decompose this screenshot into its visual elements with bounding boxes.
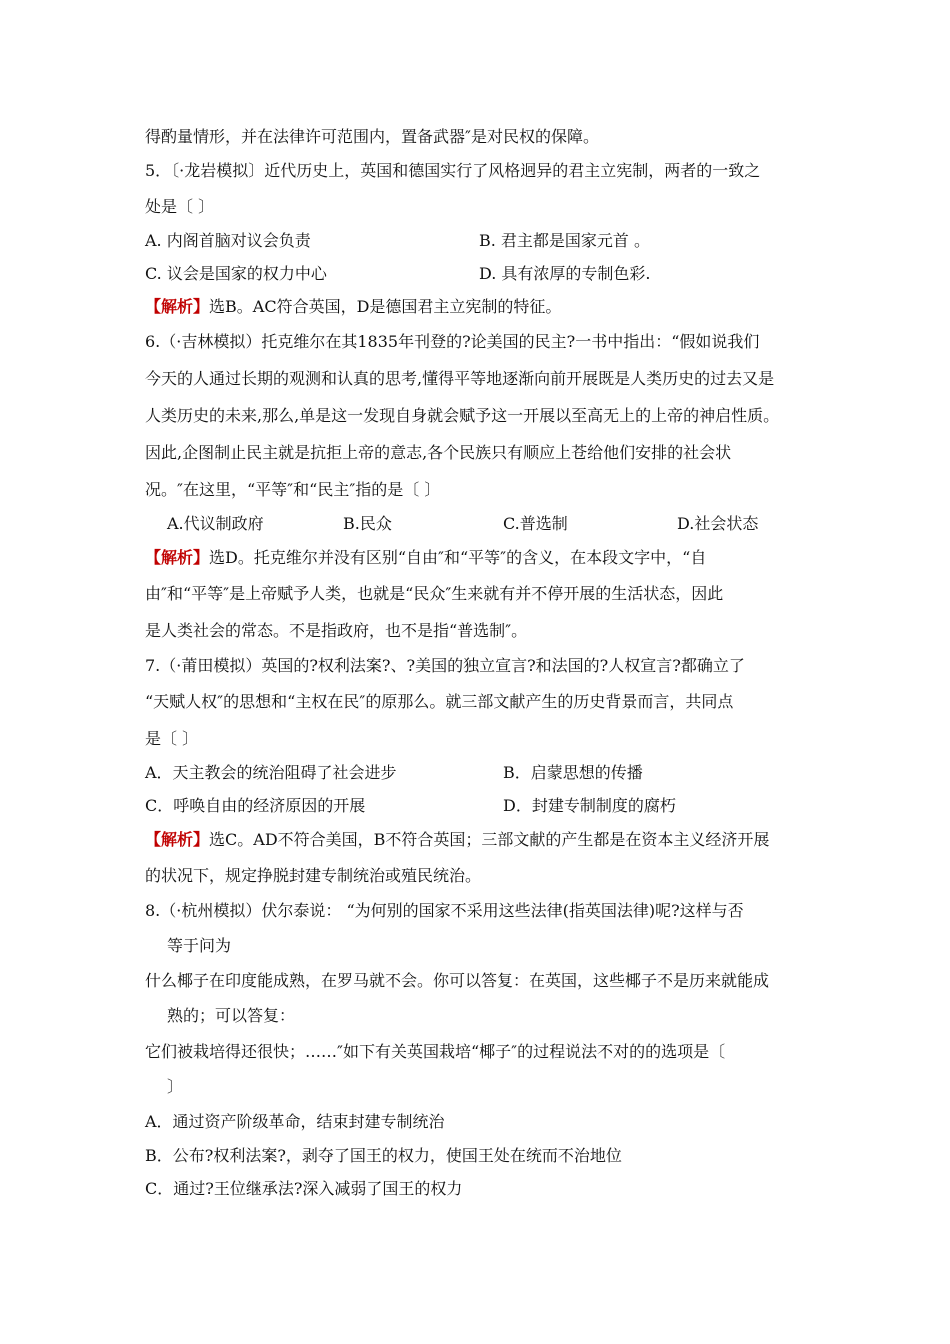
text-line: 今天的人通过长期的观测和认真的思考,懂得平等地逐渐向前开展既是人类历史的过去又是 bbox=[145, 369, 775, 388]
option-d: D. 具有浓厚的专制色彩. bbox=[479, 264, 651, 283]
option-a: A．天主教会的统治阻碍了社会进步 bbox=[145, 763, 397, 782]
analysis-text: 选B。AC符合英国，D是德国君主立宪制的特征。 bbox=[209, 297, 562, 316]
analysis-label: 【解析】 bbox=[145, 297, 210, 316]
text-line: 因此,企图制止民主就是抗拒上帝的意志,各个民族只有顺应上苍给他们安排的社会状 bbox=[145, 443, 732, 462]
option-c: C．通过?王位继承法?深入减弱了国王的权力 bbox=[145, 1179, 463, 1198]
question-8-line: 8.（·杭州模拟）伏尔泰说： “为何别的国家不采用这些法律(指英国法律)呢?这样与否 bbox=[145, 901, 744, 920]
text-line: 等于问为 bbox=[167, 936, 232, 955]
option-d: D.社会状态 bbox=[677, 514, 759, 533]
option-d: D．封建专制制度的腐朽 bbox=[503, 796, 676, 815]
option-a: A.代议制政府 bbox=[167, 514, 264, 533]
option-b: B. 君主都是国家元首 。 bbox=[479, 231, 651, 250]
text-line: 由″和“平等″是上帝赋予人类，也就是“民众″生来就有并不停开展的生活状态，因此 bbox=[145, 584, 724, 603]
option-a: A．通过资产阶级革命，结束封建专制统治 bbox=[145, 1112, 445, 1131]
text-line: 熟的；可以答复： bbox=[167, 1006, 296, 1025]
text-line: 的状况下，规定挣脱封建专制统治或殖民统治。 bbox=[145, 866, 482, 885]
text-line: 得酌量情形，并在法律许可范围内，置备武器″是对民权的保障。 bbox=[145, 127, 599, 146]
text-line: 它们被栽培得还很快；……″如下有关英国栽培“椰子″的过程说法不对的的选项是〔 bbox=[145, 1042, 726, 1061]
question-5-line: 5．〔·龙岩模拟〕近代历史上，英国和德国实行了风格迥异的君主立宪制，两者的一致之 bbox=[145, 161, 761, 180]
question-7-line: 7.（·莆田模拟）英国的?权利法案?、?美国的独立宣言?和法国的?人权宣言?都确立了 bbox=[145, 656, 745, 675]
analysis-text: 选D。托克维尔并没有区别“自由″和“平等″的含义，在本段文字中，“自 bbox=[209, 548, 707, 567]
option-c: C.普选制 bbox=[503, 514, 568, 533]
analysis-line bbox=[145, 830, 769, 850]
option-c: C．呼唤自由的经济原因的开展 bbox=[145, 796, 366, 815]
analysis-line bbox=[145, 297, 561, 317]
option-c: C. 议会是国家的权力中心 bbox=[145, 264, 327, 283]
analysis-text: 选C。AD不符合美国，B不符合英国；三部文献的产生都是在资本主义经济开展 bbox=[209, 830, 770, 849]
option-a: A. 内阁首脑对议会负责 bbox=[145, 231, 311, 250]
text-line: 况。″在这里，“平等″和“民主″指的是〔 〕 bbox=[145, 480, 441, 499]
text-line: “天赋人权″的思想和“主权在民″的原那么。就三部文献产生的历史背景而言，共同点 bbox=[145, 692, 734, 711]
analysis-label: 【解析】 bbox=[145, 830, 210, 849]
text-line: 什么椰子在印度能成熟，在罗马就不会。你可以答复：在英国，这些椰子不是历来就能成 bbox=[145, 971, 770, 990]
text-line: 〕 bbox=[167, 1077, 184, 1096]
text-line: 是〔 〕 bbox=[145, 729, 199, 748]
text-line: 人类历史的未来,那么,单是这一发现自身就会赋予这一开展以至高无上的上帝的神启性质。 bbox=[145, 406, 780, 425]
text-line: 是人类社会的常态。不是指政府，也不是指“普选制″。 bbox=[145, 621, 528, 640]
option-b: B.民众 bbox=[343, 514, 392, 533]
analysis-label: 【解析】 bbox=[145, 548, 210, 567]
text-line: 处是〔 〕 bbox=[145, 197, 215, 216]
option-b: B．公布?权利法案?，剥夺了国王的权力，使国王处在统而不治地位 bbox=[145, 1146, 622, 1165]
analysis-line bbox=[145, 548, 706, 568]
option-b: B．启蒙思想的传播 bbox=[503, 763, 643, 782]
question-6-line: 6.（·吉林模拟）托克维尔在其1835年刊登的?论美国的民主?一书中指出：“假如说我们 bbox=[145, 332, 760, 351]
